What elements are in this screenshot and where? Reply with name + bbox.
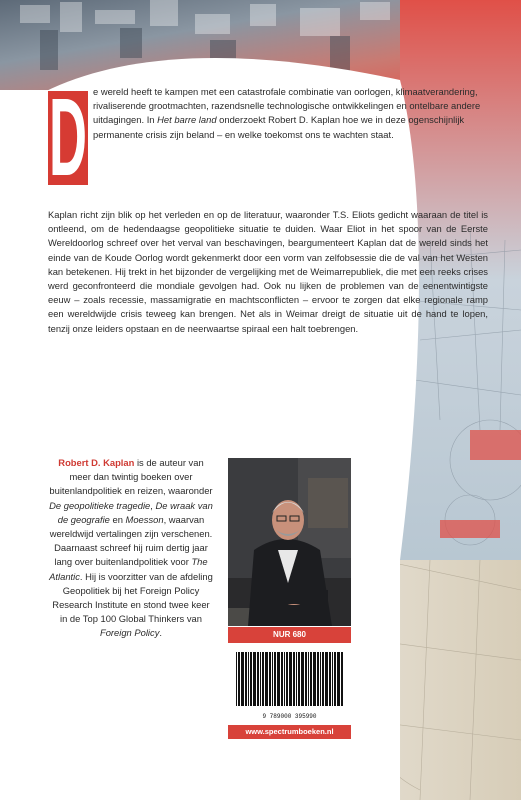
magazine-reference: The Atlantic bbox=[49, 556, 208, 582]
body-paragraph: Kaplan richt zijn blik op het verleden en op de literatuur, waaronder T.S. Eliots gedicht waaraan de titel is ontleend, om de hedendaagse geopolitieke situatie te duiden. Waar Eliot in het spoor van de Eerste Wereldoorlog schreef over het verval van beschavingen, beargumenteert Kaplan dat de wereld sinds het einde van de Koude Oorlog wordt gekenmerkt door een vorm van zelfobsessie die de val van het Westen kan betekenen. Hij trekt in het bijzonder de vergelijking met de Weimarrepubliek, die met een reeks crises werd geconfronteerd die mondiale gevolgen had. Ook nu lijken de problemen van de eenentwintigste eeuw – zoals recessie, massamigratie en machtsconflicten – ervoor te zorgen dat elke regionale ramp een wereldwijde crisis teweeg kan brengen. Net als in Weimar dreigt de situatie uit de hand te lopen, tenzij onze leiders opstaan en de neerwaartse spiraal een halt toebrengen. bbox=[48, 209, 488, 334]
intro-text-2: onderzoekt Robert D. Kaplan hoe we in deze ogenschijnlijk permanente crisis zijn beland – en welke toekomst ons te wachten staat. bbox=[93, 114, 465, 140]
intro-text-1: e wereld heeft te kampen met een catastrofale combinatie van oorlogen, klimaatverandering, rivaliserende grootmachten, razendsnelle technologische ontwikkelingen en ontelbare andere uitdagingen. In bbox=[93, 86, 481, 126]
isbn-number: 9 789000 395990 bbox=[262, 713, 317, 720]
magazine-reference: Foreign Policy bbox=[99, 627, 160, 639]
book-reference: Moesson bbox=[125, 513, 164, 525]
author-name: Robert D. Kaplan bbox=[58, 457, 135, 468]
bio-text: . Hij is voorzitter van de afdeling Geopolitiek bij het Foreign Policy Research Institute en stond twee keer in de Top 100 Global Thinkers van bbox=[52, 570, 213, 625]
bio-text: . bbox=[159, 627, 162, 639]
bio-text: , bbox=[150, 499, 156, 511]
book-reference: De wraak van de geografie bbox=[57, 499, 213, 525]
intro-paragraph bbox=[93, 85, 488, 142]
publisher-website[interactable]: www.spectrumboeken.nl bbox=[228, 725, 351, 739]
drop-cap-letter: D bbox=[49, 91, 87, 185]
barcode-bars bbox=[228, 648, 351, 710]
drop-cap bbox=[48, 91, 88, 185]
bio-text: en bbox=[109, 513, 126, 525]
author-bio bbox=[48, 456, 214, 641]
bio-text: , waarvan wereldwijd vertalingen zijn verschenen. Daarnaast schreef hij ruim dertig jaar lang over buitenlandpolitiek voor bbox=[49, 513, 213, 568]
isbn-barcode bbox=[228, 648, 351, 722]
book-reference: De geopolitieke tragedie bbox=[49, 499, 151, 511]
book-title: Het barre land bbox=[157, 114, 217, 126]
author-photo bbox=[228, 458, 351, 626]
bio-text: is de auteur van meer dan twintig boeken over buitenlandpolitiek en reizen, waaronder bbox=[49, 457, 213, 497]
nur-code: NUR 680 bbox=[228, 627, 351, 643]
